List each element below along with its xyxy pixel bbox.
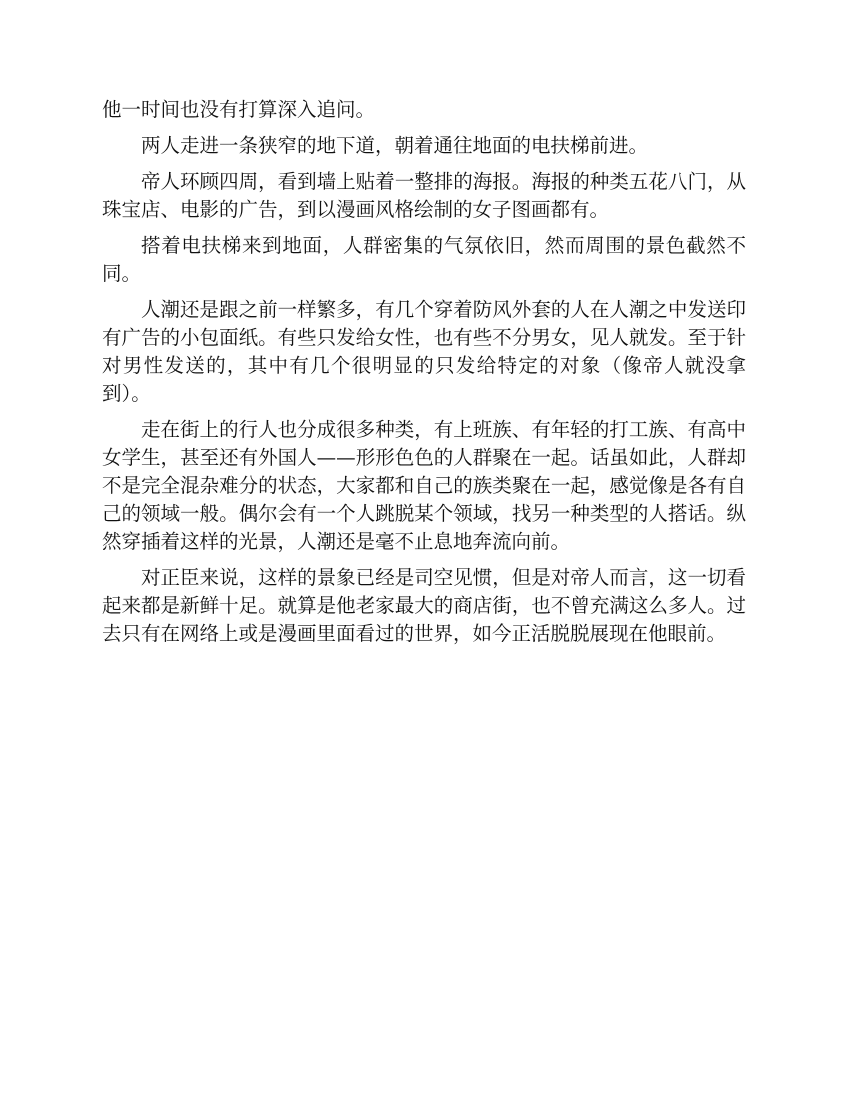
paragraph: 他一时间也没有打算深入追问。 [102, 98, 376, 121]
paragraph: 两人走进一条狭窄的地下道，朝着通往地面的电扶梯前进。 [141, 134, 649, 157]
paragraph: 走在街上的行人也分成很多种类，有上班族、有年轻的打工族、有高中女学生，甚至还有外国人——形形色色的人群聚在一起。话虽如此，人群却不是完全混杂难分的状态，大家都和自己的族类聚在一起，感觉像是各有自己的领域一般。偶尔会有一个人跳脱某个领域，找另一种类型的人搭话。纵然穿插着这样的光景，人潮还是毫不止息地奔流向前。 [102, 418, 746, 553]
document-page [102, 96, 746, 656]
paragraph: 搭着电扶梯来到地面，人群密集的气氛依旧，然而周围的景色截然不同。 [102, 234, 746, 285]
paragraph: 人潮还是跟之前一样繁多，有几个穿着防风外套的人在人潮之中发送印有广告的小包面纸。有些只发给女性，也有些不分男女，见人就发。至于针对男性发送的，其中有几个很明显的只发给特定的对象（像帝人就没拿到）。 [102, 298, 746, 405]
paragraph: 对正臣来说，这样的景象已经是司空见惯，但是对帝人而言，这一切看起来都是新鲜十足。就算是他老家最大的商店街，也不曾充满这么多人。过去只有在网络上或是漫画里面看过的世界，如今正活脱脱展现在他眼前。 [102, 566, 746, 645]
paragraph: 帝人环顾四周，看到墙上贴着一整排的海报。海报的种类五花八门，从珠宝店、电影的广告，到以漫画风格绘制的女子图画都有。 [102, 170, 746, 221]
